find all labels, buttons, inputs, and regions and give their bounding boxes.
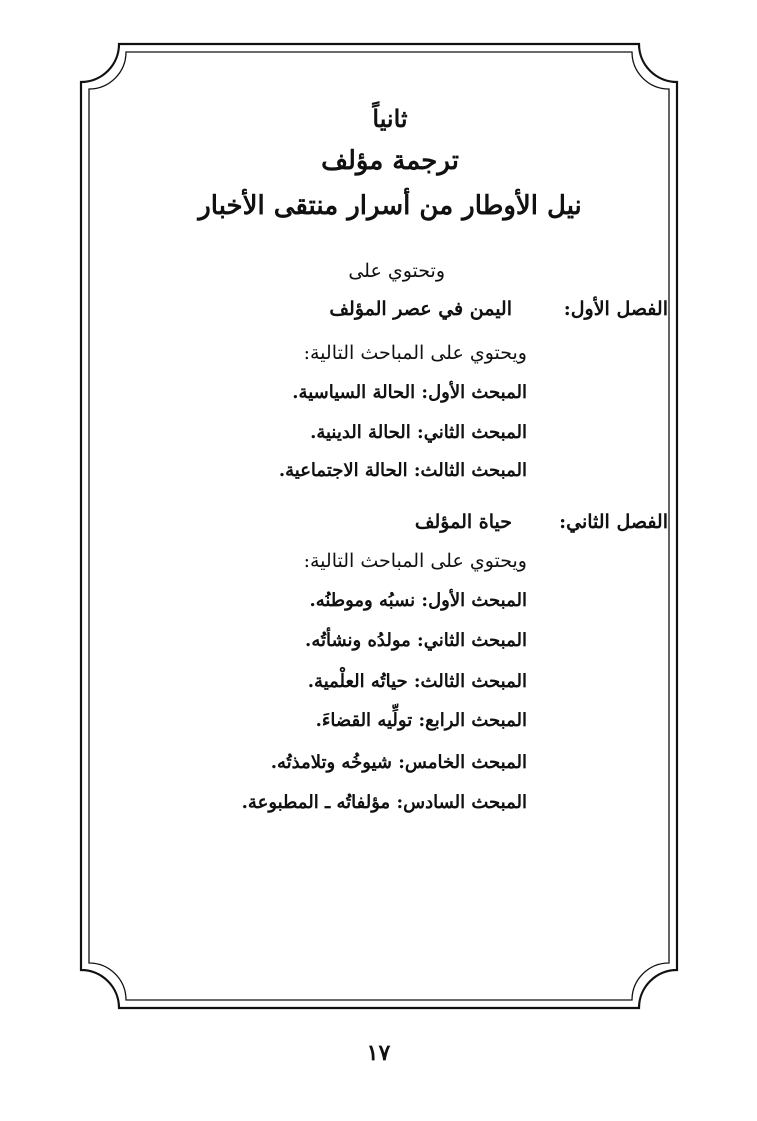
chapter-2-section-2: المبحث الثاني: مولدُه ونشأتُه. xyxy=(305,630,527,651)
chapter-1-title: اليمن في عصر المؤلف xyxy=(329,298,512,320)
chapter-2-section-1: المبحث الأول: نسبُه وموطنُه. xyxy=(309,590,527,611)
chapter-2-contains: ويحتوي على المباحث التالية: xyxy=(303,550,527,572)
intro-text: وتحتوي على xyxy=(348,260,445,282)
chapter-2-title: حياة المؤلف xyxy=(414,511,512,533)
chapter-2-label: الفصل الثاني: xyxy=(559,511,668,533)
chapter-2-section-4: المبحث الرابع: تولِّيه القضاءَ. xyxy=(315,710,527,731)
chapter-1-label: الفصل الأول: xyxy=(563,298,668,320)
heading-line-2: ترجمة مؤلف xyxy=(321,146,459,176)
chapter-2-section-3: المبحث الثالث: حياتُه العلْمية. xyxy=(307,671,527,692)
chapter-1-contains: ويحتوي على المباحث التالية: xyxy=(303,342,527,364)
chapter-2-section-6: المبحث السادس: مؤلفاتُه ـ المطبوعة. xyxy=(241,792,527,813)
chapter-1-section-1: المبحث الأول: الحالة السياسية. xyxy=(292,382,527,403)
page-number: ١٧ xyxy=(366,1040,391,1066)
heading-line-3: نيل الأوطار من أسرار منتقى الأخبار xyxy=(198,191,582,221)
chapter-2-section-5: المبحث الخامس: شيوخُه وتلامذتُه. xyxy=(270,752,527,773)
chapter-1-section-3: المبحث الثالث: الحالة الاجتماعية. xyxy=(278,460,527,481)
heading-line-1: ثانياً xyxy=(372,104,408,133)
chapter-1-section-2: المبحث الثاني: الحالة الدينية. xyxy=(310,422,527,443)
